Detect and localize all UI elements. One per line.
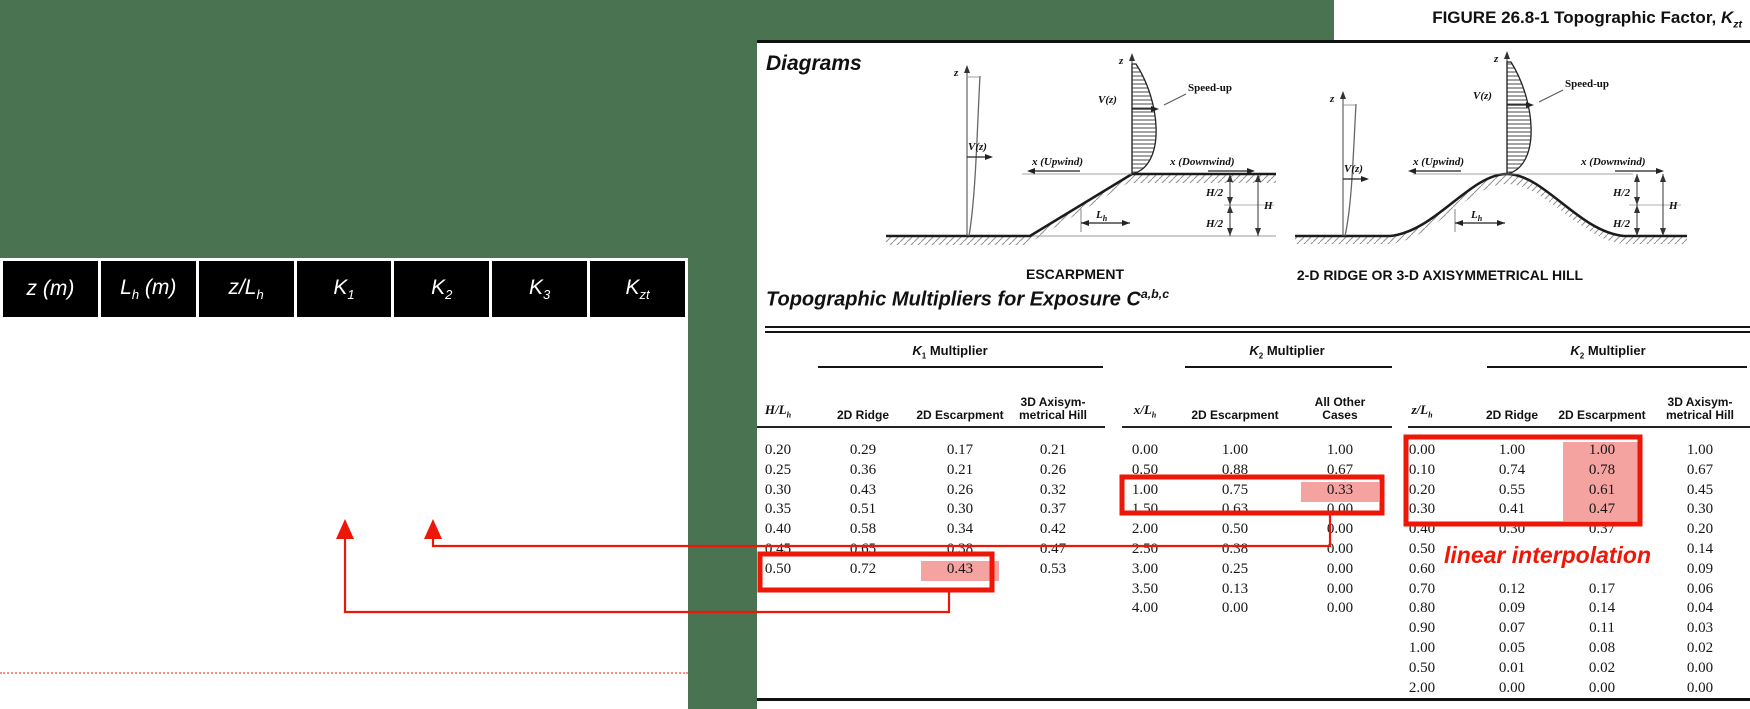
multiplier-cell: 0.67 [1686,461,1714,478]
multiplier-cell: 0.20 [1686,521,1714,538]
multiplier-cell: 0.30 [764,481,792,498]
multiplier-cell: 0.30 [1686,501,1714,518]
h-label: H [1669,200,1678,212]
header-rule [757,426,1105,428]
multiplier-cell: 0.65 [849,541,877,557]
multiplier-cell: 1.00 [1563,442,1641,462]
double-rule-top [765,326,1750,328]
multiplier-cell: 0.50 [1131,461,1159,478]
multiplier-cell: 0.11 [1589,620,1615,637]
ridge-hill-diagram [1285,46,1697,266]
page-top-rule [757,40,1750,43]
multiplier-cell: 0.17 [1588,580,1616,597]
calc-column-header: $K_3$ [492,261,587,317]
multiplier-column-header: 3D Axisym- metrical Hill [1018,395,1088,422]
slide-background-strip [688,0,757,709]
x-downwind-label: x (Downwind) [1581,156,1646,168]
multiplier-cell: 0.40 [1408,521,1436,538]
multiplier-group-label: $K_2$ Multiplier [1570,343,1646,361]
multiplier-cell: 0.00 [1326,560,1354,577]
multiplier-column-header: 3D Axisym- metrical Hill [1665,395,1735,422]
slide-background-top-left [0,0,757,258]
multiplier-cell: 0.30 [1498,521,1526,538]
multiplier-cell: 0.63 [1221,501,1249,518]
multiplier-cell: 0.00 [1326,600,1354,617]
multiplier-cell: 0.00 [1498,679,1526,696]
multiplier-cell: 0.51 [849,501,877,518]
multiplier-cell: 0.43 [849,481,877,498]
h-half-label: H/2 [1206,218,1224,230]
double-rule-bottom [765,331,1750,333]
z-axis-label: z [1330,93,1335,105]
multiplier-cell: 0.43 [921,561,999,581]
multiplier-cell: 0.12 [1498,580,1526,597]
x-upwind-label: x (Upwind) [1032,156,1084,168]
multiplier-cell: 0.25 [1221,560,1249,577]
multiplier-cell: 0.26 [946,481,974,498]
multiplier-cell: 0.80 [1408,600,1436,617]
speed-up-profile [1132,64,1156,174]
multiplier-cell: 0.17 [946,442,974,458]
multiplier-cell: 0.53 [1039,560,1067,577]
multiplier-cell: 0.40 [764,521,792,538]
h-label: H [1264,200,1273,212]
multiplier-column-header: 2D Escarpment [916,408,1004,422]
z-axis-label: z [954,67,959,79]
vz-label: V(z) [1344,163,1363,175]
multiplier-cell: 0.72 [849,560,877,577]
multiplier-cell: 0.26 [1039,461,1067,478]
multipliers-heading: Topographic Multipliers for Exposure C$^{a,b,c}$ [766,287,1170,311]
multiplier-cell: 0.30 [1408,501,1436,518]
multiplier-column-header: 2D Escarpment [1558,408,1646,422]
multiplier-cell: 0.47 [1039,541,1067,557]
k1-arrow-icon [336,519,354,539]
multiplier-cell: 0.00 [1326,521,1354,538]
multiplier-cell: 0.02 [1588,659,1616,676]
multiplier-cell: 0.29 [849,442,877,458]
vz-label: V(z) [968,141,987,153]
multiplier-column-header: $H/L_h$ [764,402,792,420]
multiplier-cell: 3.00 [1131,560,1159,577]
h-half-label: H/2 [1613,187,1631,199]
multiplier-cell: 0.25 [764,461,792,478]
kzt-calculation-table [0,258,688,320]
escarpment-diagram [872,46,1284,266]
multiplier-cell: 0.09 [1498,600,1526,617]
multiplier-cell: 0.00 [1221,600,1249,617]
multiplier-cell: 0.36 [849,461,877,478]
vz-label: V(z) [1098,94,1117,106]
vz-label: V(z) [1473,90,1492,102]
multiplier-cell: 0.00 [1326,501,1354,518]
multiplier-cell: 0.41 [1498,501,1526,518]
multiplier-cell: 0.00 [1326,541,1354,557]
multiplier-cell: 0.37 [1039,501,1067,518]
lh-dimension-label: $L_h$ [1471,209,1483,223]
k2-arrow-icon [424,519,442,539]
multiplier-cell: 1.00 [1131,481,1159,498]
multiplier-cell: 0.14 [1686,541,1714,557]
calc-column-header: $K_2$ [394,261,489,317]
multiplier-cell: 4.00 [1131,600,1159,617]
calc-column-header: $L_h$ (m) [101,261,196,317]
multiplier-cell: 0.75 [1221,481,1249,498]
multiplier-cell: 1.00 [1408,640,1436,656]
multiplier-cell: 0.60 [1408,560,1436,577]
multiplier-cell: 0.08 [1588,640,1616,656]
diagrams-label: Diagrams [766,52,862,75]
ridge-caption: 2-D RIDGE OR 3-D AXISYMMETRICAL HILL [1296,267,1584,283]
multiplier-cell: 0.38 [946,541,974,557]
multiplier-cell: 0.20 [1408,481,1436,498]
multiplier-cell: 0.13 [1221,580,1249,597]
h-half-label: H/2 [1206,187,1224,199]
multiplier-cell: 0.45 [1686,481,1714,498]
multiplier-cell: 0.06 [1686,580,1714,597]
group-rule [1487,366,1747,368]
multiplier-cell: 0.67 [1326,461,1354,478]
multiplier-cell: 0.74 [1498,461,1526,478]
multiplier-cell: 0.38 [1221,541,1249,557]
linear-interpolation-label: linear interpolation [1444,542,1652,568]
multiplier-cell: 0.04 [1686,600,1714,617]
multiplier-cell: 0.50 [764,560,792,577]
multiplier-cell: 0.34 [946,521,974,538]
multiplier-cell: 0.10 [1408,461,1436,478]
multiplier-cell: 0.33 [1301,482,1379,502]
multiplier-column-header: 2D Escarpment [1191,408,1279,422]
multiplier-cell: 0.01 [1498,659,1526,676]
multiplier-cell: 0.78 [1563,462,1641,482]
multiplier-cell: 1.00 [1498,442,1526,458]
escarpment-caption: ESCARPMENT [1025,266,1124,282]
multiplier-cell: 2.50 [1131,541,1159,557]
multiplier-cell: 0.21 [946,461,974,478]
multiplier-cell: 0.02 [1686,640,1714,656]
multiplier-cell: 0.90 [1408,620,1436,637]
multiplier-cell: 2.00 [1131,521,1159,538]
x-downwind-label: x (Downwind) [1170,156,1235,168]
calc-column-header: $K_1$ [297,261,392,317]
multiplier-cell: 0.03 [1686,620,1714,637]
multiplier-cell: 0.50 [1408,659,1436,676]
calc-table-header [3,261,685,317]
multiplier-cell: 3.50 [1131,580,1159,597]
table-bottom-guide [0,672,688,674]
multiplier-column-header: $z/L_h$ [1411,402,1433,420]
multiplier-cell: 0.42 [1039,521,1067,538]
multiplier-group-label: $K_2$ Multiplier [1249,343,1325,361]
header-rule [1122,426,1392,428]
multiplier-cell: 0.09 [1686,560,1714,577]
x-upwind-label: x (Upwind) [1413,156,1465,168]
multiplier-cell: 0.21 [1039,442,1067,458]
figure-title: FIGURE 26.8-1 Topographic Factor, $K_{zt}$ [1432,8,1742,31]
multiplier-cell: 0.00 [1408,442,1436,458]
multiplier-column-header: 2D Ridge [1485,408,1538,422]
calc-column-header: $K_{zt}$ [590,261,685,317]
multiplier-column-header: $x/L_h$ [1133,402,1157,420]
multiplier-cell: 1.00 [1326,442,1354,458]
multiplier-cell: 0.00 [1326,580,1354,597]
multiplier-column-header: All Other Cases [1314,395,1366,422]
multiplier-cell: 0.00 [1686,679,1714,696]
multiplier-cell: 0.50 [1408,541,1436,557]
z-axis-arrow-icon [964,65,970,73]
multiplier-cell: 0.88 [1221,461,1249,478]
h-half-label: H/2 [1613,218,1631,230]
multiplier-cell: 0.45 [764,541,792,557]
multiplier-cell: 0.47 [1563,501,1641,521]
group-rule [1185,366,1392,368]
speed-up-label: Speed-up [1565,78,1610,90]
calc-column-header: z (m) [3,261,98,317]
multiplier-cell: 0.35 [764,501,792,518]
multiplier-cell: 0.61 [1563,482,1641,502]
multiplier-cell: 1.50 [1131,501,1159,518]
header-rule [1408,426,1750,428]
lh-dimension-label: $L_h$ [1096,209,1108,223]
multiplier-group-label: $K_1$ Multiplier [912,343,988,361]
multiplier-cell: 0.32 [1039,481,1067,498]
multiplier-cell: 1.00 [1686,442,1714,458]
multiplier-cell: 0.14 [1588,600,1616,617]
multiplier-cell: 0.55 [1498,481,1526,498]
multiplier-cell: 2.00 [1408,679,1436,696]
z-axis-label: z [1119,55,1124,67]
multiplier-cell: 0.00 [1686,659,1714,676]
multiplier-cell: 0.05 [1498,640,1526,656]
group-rule [818,366,1103,368]
multiplier-cell: 0.30 [946,501,974,518]
calc-column-header: $z/L_h$ [199,261,294,317]
speed-up-profile [1507,62,1531,174]
multiplier-column-header: 2D Ridge [836,408,889,422]
multiplier-cell: 0.37 [1588,521,1616,538]
multiplier-cell: 0.00 [1131,442,1159,458]
slide-background-title-left [757,0,1334,42]
speed-up-label: Speed-up [1188,82,1233,94]
multiplier-cell: 0.07 [1498,620,1526,637]
multiplier-cell: 1.00 [1221,442,1249,458]
z-axis-label: z [1494,53,1499,65]
multiplier-cell: 0.20 [764,442,792,458]
multiplier-cell: 0.70 [1408,580,1436,597]
ground-hatch [1295,174,1687,244]
multiplier-cell: 0.50 [1221,521,1249,538]
multiplier-cell: 0.58 [849,521,877,538]
multiplier-cell: 0.00 [1588,679,1616,696]
